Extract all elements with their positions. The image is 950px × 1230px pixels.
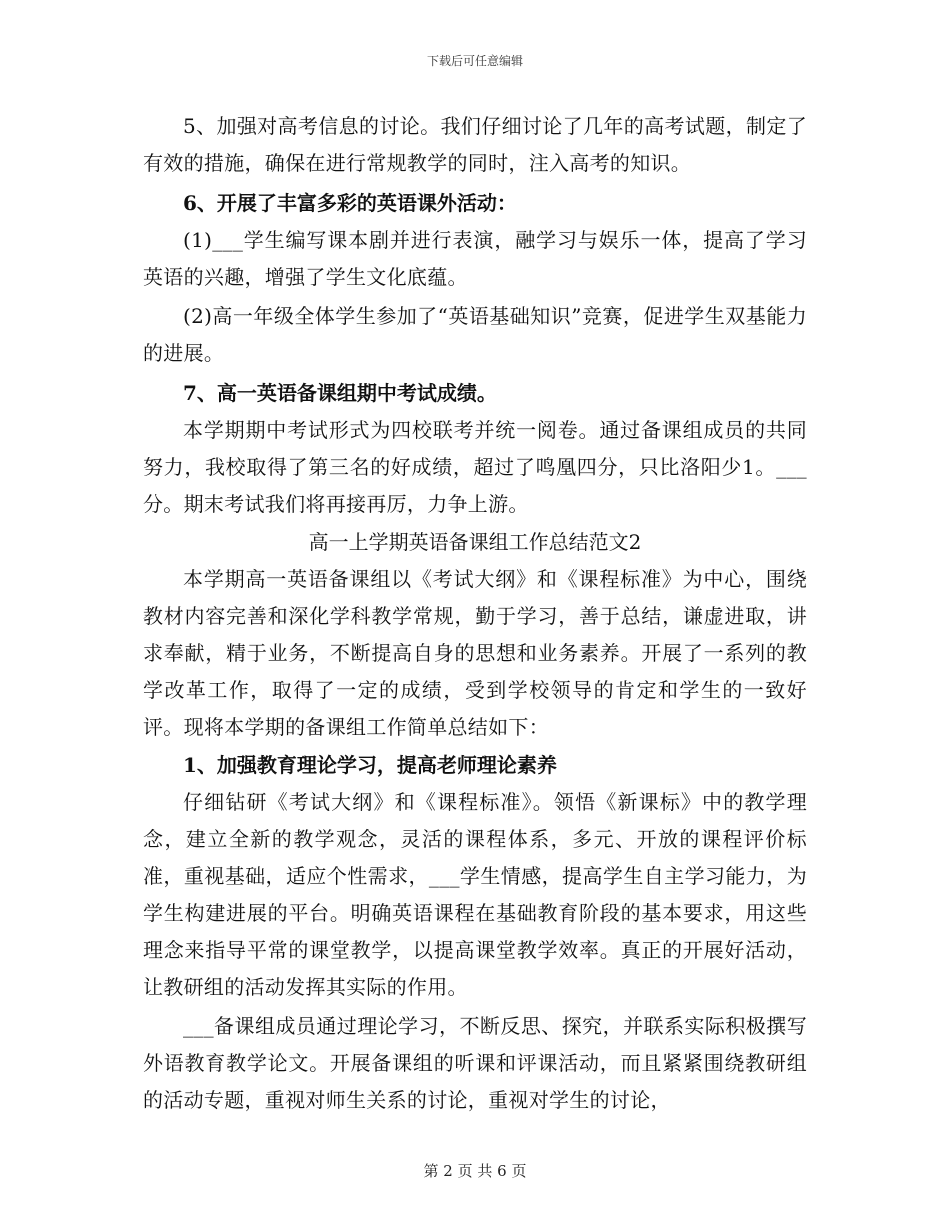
page-footer: 第 2 页 共 6 页 bbox=[423, 1162, 527, 1180]
paragraph-exam-info: 5、加强对高考信息的讨论。我们仔细讨论了几年的高考试题，制定了有效的措施，确保在进行常规教学的同时，注入高考的知识。 bbox=[143, 114, 807, 175]
document-body bbox=[143, 108, 807, 1119]
heading-theory-study: 1、加强教育理论学习，提高老师理论素养 bbox=[183, 753, 557, 777]
heading-activities: 6、开展了丰富多彩的英语课外活动： bbox=[183, 191, 517, 215]
page-header: 下载后可任意编辑 bbox=[426, 54, 523, 68]
paragraph-reflection: ___备课组成员通过理论学习，不断反思、探究，并联系实际积极撰写外语教育教学论文。开展备课组的听课和评课活动，而且紧紧围绕教研组的活动专题，重视对师生关系的讨论，重视对学生的讨论， bbox=[143, 1014, 807, 1112]
paragraph-theory-study: 仔细钻研《考试大纲》和《课程标准》。领悟《新课标》中的教学理念，建立全新的教学观念，灵活的课程体系，多元、开放的课程评价标准，重视基础，适应个性需求，___学生情感，提高学生自主学习能力，为学生构建进展的平台。明确英语课程在基础教育阶段的基本要求，用这些理念来指导平常的课堂教学，以提高课堂教学效率。真正的开展好活动，让教研组的活动发挥其实际的作用。 bbox=[143, 790, 807, 999]
section-title: 高一上学期英语备课组工作总结范文2 bbox=[308, 530, 642, 554]
heading-midterm-results: 7、高一英语备课组期中考试成绩。 bbox=[183, 381, 497, 405]
paragraph-activity-2: (2)高一年级全体学生参加了“英语基础知识”竞赛，促进学生双基能力的进展。 bbox=[143, 304, 807, 365]
paragraph-midterm-results: 本学期期中考试形式为四校联考并统一阅卷。通过备课组成员的共同努力，我校取得了第三名的好成绩，超过了鸣凰四分，只比洛阳少1。___分。期末考试我们将再接再厉，力争上游。 bbox=[143, 418, 807, 516]
paragraph-activity-1: (1)___学生编写课本剧并进行表演，融学习与娱乐一体，提高了学习英语的兴趣，增强了学生文化底蕴。 bbox=[143, 228, 807, 289]
paragraph-intro: 本学期高一英语备课组以《考试大纲》和《课程标准》为中心，围绕教材内容完善和深化学科教学常规，勤于学习，善于总结，谦虚进取，讲求奉献，精于业务，不断提高自身的思想和业务素养。开展了一系列的教学改革工作，取得了一定的成绩，受到学校领导的肯定和学生的一致好评。现将本学期的备课组工作简单总结如下： bbox=[143, 567, 807, 739]
